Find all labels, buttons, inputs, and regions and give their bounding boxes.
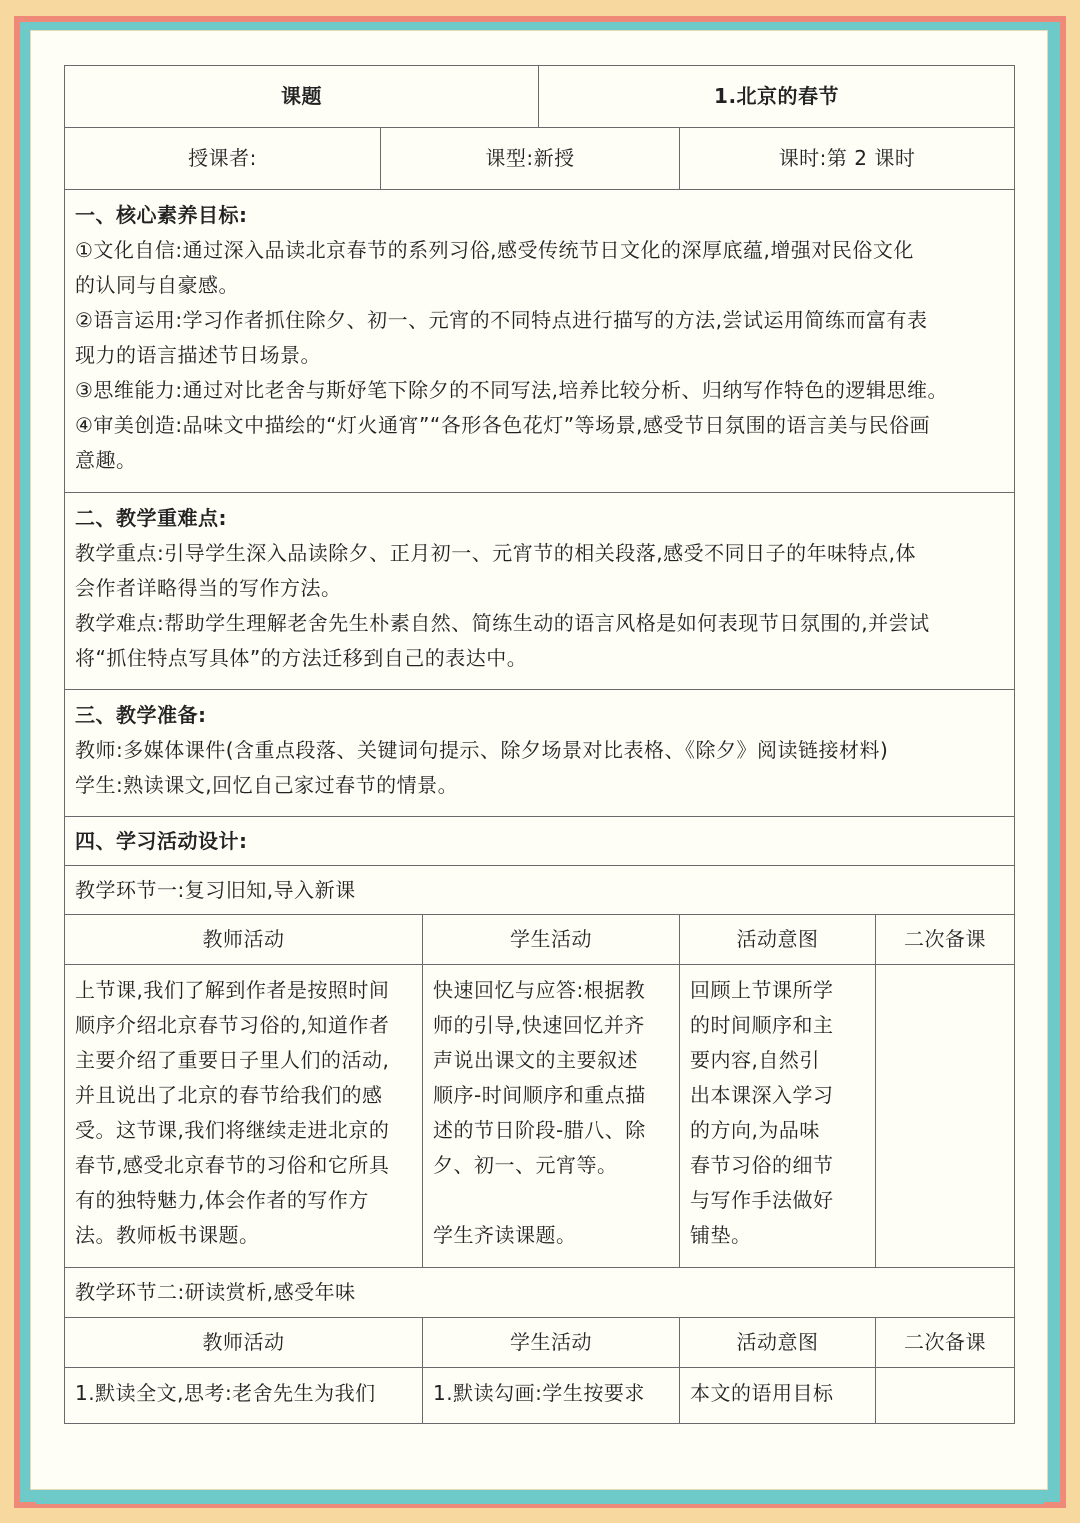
- stage2-title: 教学环节二:研读赏析,感受年味: [65, 1268, 1015, 1318]
- text-line: 快速回忆与应答:根据教: [433, 978, 646, 1002]
- text-line: 意趣。: [75, 448, 137, 472]
- second-prep-cell: [876, 1368, 1015, 1424]
- text-line: 法。教师板书课题。: [75, 1223, 260, 1247]
- text-line: 述的节日阶段-腊八、除: [433, 1118, 646, 1142]
- col-intent: 活动意图: [680, 915, 876, 965]
- text-line: 声说出课文的主要叙述: [433, 1048, 638, 1072]
- col-student-activity: 学生活动: [423, 1318, 680, 1368]
- col-second-prep: 二次备课: [876, 915, 1015, 965]
- text-line: ④审美创造:品味文中描绘的“灯火通宵”“各形各色花灯”等场景,感受节日氛围的语言美与民俗画: [75, 413, 930, 437]
- lesson-period: 课时:第 2 课时: [680, 128, 1015, 190]
- text-line: 主要介绍了重要日子里人们的活动,: [75, 1048, 390, 1072]
- text-line: ③思维能力:通过对比老舍与斯妤笔下除夕的不同写法,培养比较分析、归纳写作特色的逻辑思维。: [75, 378, 949, 402]
- topic-row: [65, 66, 1015, 128]
- text-line: 有的独特魅力,体会作者的写作方: [75, 1188, 369, 1212]
- lesson-type: 课型:新授: [381, 128, 680, 190]
- text-line: 顺序-时间顺序和重点描: [433, 1083, 646, 1107]
- text-line: 受。这节课,我们将继续走进北京的: [75, 1118, 390, 1142]
- col-second-prep: 二次备课: [876, 1318, 1015, 1368]
- topic-value: 1.北京的春节: [539, 66, 1015, 128]
- text-line: 教学重点:引导学生深入品读除夕、正月初一、元宵节的相关段落,感受不同日子的年味特点,体: [75, 541, 916, 565]
- teacher-activity-cell: [65, 965, 423, 1268]
- stage1-header-row: [65, 915, 1015, 965]
- text-line: 顺序介绍北京春节习俗的,知道作者: [75, 1013, 390, 1037]
- stage2-body-row: [65, 1368, 1015, 1424]
- stage2-header-row: [65, 1318, 1015, 1368]
- meta-row: [65, 128, 1015, 190]
- text-line: 的时间顺序和主: [690, 1013, 834, 1037]
- text-line: 现力的语言描述节日场景。: [75, 343, 321, 367]
- section-activities: [65, 817, 1015, 866]
- text-line: 与写作手法做好: [690, 1188, 834, 1212]
- frame-bottom-strip: [36, 1494, 1044, 1504]
- text-line: 上节课,我们了解到作者是按照时间: [75, 978, 390, 1002]
- text-line: 教学难点:帮助学生理解老舍先生朴素自然、简练生动的语言风格是如何表现节日氛围的,并尝试: [75, 611, 930, 635]
- text-line: 并且说出了北京的春节给我们的感: [75, 1083, 383, 1107]
- student-activity-cell: [423, 965, 680, 1268]
- text-line: 师的引导,快速回忆并齐: [433, 1013, 645, 1037]
- text-line: 铺垫。: [690, 1223, 752, 1247]
- text-line: 夕、初一、元宵等。: [433, 1153, 618, 1177]
- second-prep-cell: [876, 965, 1015, 1268]
- text-line: 春节,感受北京春节的习俗和它所具: [75, 1153, 390, 1177]
- col-teacher-activity: 教师活动: [65, 1318, 423, 1368]
- text-line: 春节习俗的细节: [690, 1153, 834, 1177]
- teacher-label: 授课者:: [65, 128, 381, 190]
- section-title: 二、教学重难点:: [75, 506, 227, 530]
- text-line: 出本课深入学习: [690, 1083, 834, 1107]
- text-line: 学生齐读课题。: [433, 1223, 577, 1247]
- text-line: 回顾上节课所学: [690, 978, 834, 1002]
- teacher-activity-cell: 1.默读全文,思考:老舍先生为我们: [65, 1368, 423, 1424]
- stage1-title-row: [65, 866, 1015, 915]
- text-line: ②语言运用:学习作者抓住除夕、初一、元宵的不同特点进行描写的方法,尝试运用简练而富有表: [75, 308, 928, 332]
- section-title: 三、教学准备:: [75, 703, 207, 727]
- student-activity-cell: 1.默读勾画:学生按要求: [423, 1368, 680, 1424]
- intent-cell: 本文的语用目标: [680, 1368, 876, 1424]
- section-title: 四、学习活动设计:: [65, 817, 1015, 866]
- text-line: 学生:熟读课文,回忆自己家过春节的情景。: [75, 773, 459, 797]
- topic-label: 课题: [65, 66, 539, 128]
- section-key-points: [65, 493, 1015, 690]
- lesson-plan-table: [64, 65, 1015, 1424]
- text-line: 将“抓住特点写具体”的方法迁移到自己的表达中。: [75, 646, 528, 670]
- text-line: 的认同与自豪感。: [75, 273, 239, 297]
- text-line: ①文化自信:通过深入品读北京春节的系列习俗,感受传统节日文化的深厚底蕴,增强对民俗文化: [75, 238, 914, 262]
- blank-line: [433, 1183, 669, 1218]
- intent-cell: [680, 965, 876, 1268]
- stage2-title-row: [65, 1268, 1015, 1318]
- col-teacher-activity: 教师活动: [65, 915, 423, 965]
- section-title: 一、核心素养目标:: [75, 203, 248, 227]
- text-line: 的方向,为品味: [690, 1118, 820, 1142]
- text-line: 教师:多媒体课件(含重点段落、关键词句提示、除夕场景对比表格、《除夕》阅读链接材料): [75, 738, 889, 762]
- stage1-title: 教学环节一:复习旧知,导入新课: [65, 866, 1015, 915]
- col-intent: 活动意图: [680, 1318, 876, 1368]
- text-line: 会作者详略得当的写作方法。: [75, 576, 342, 600]
- col-student-activity: 学生活动: [423, 915, 680, 965]
- section-preparation: [65, 690, 1015, 817]
- text-line: 要内容,自然引: [690, 1048, 820, 1072]
- stage1-body-row: [65, 965, 1015, 1268]
- section-core-goals: [65, 190, 1015, 493]
